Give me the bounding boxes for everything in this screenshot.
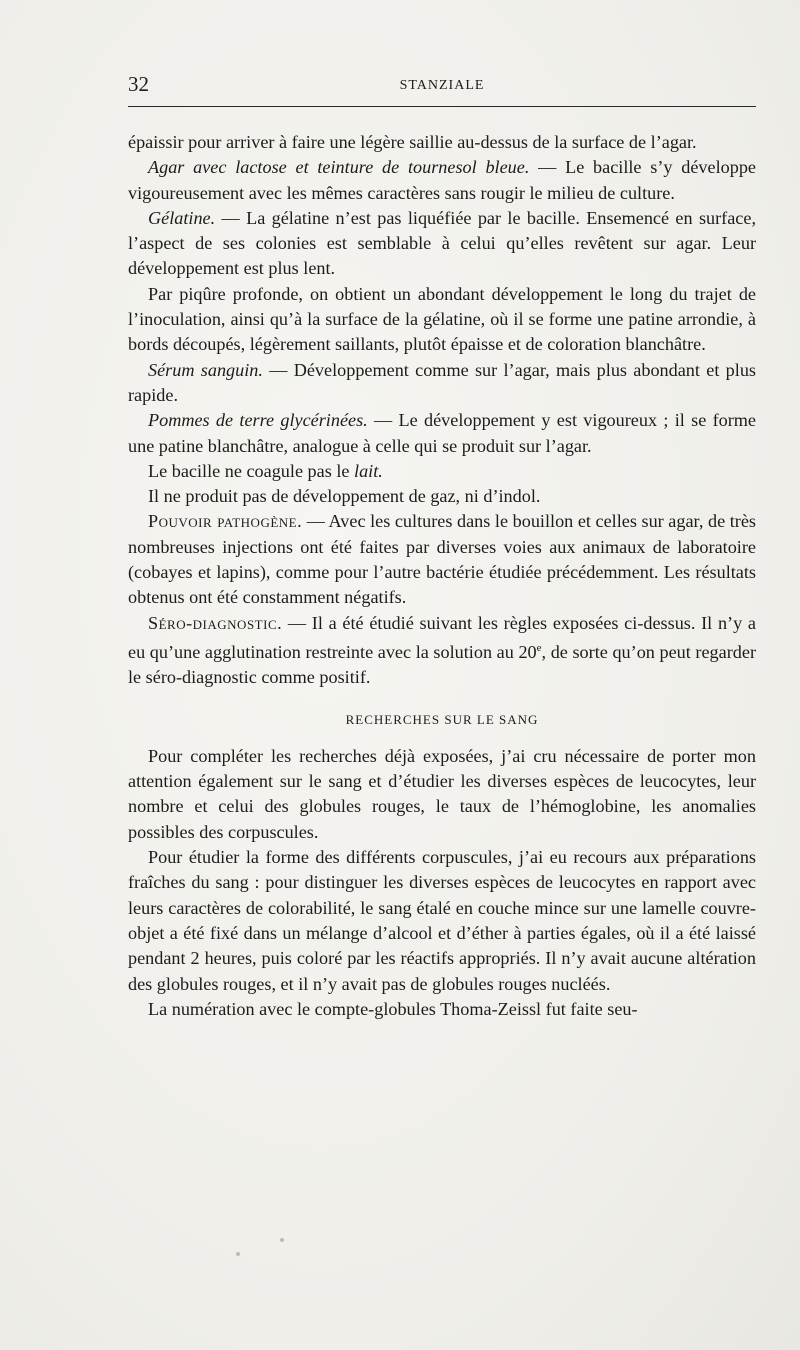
paragraph-serum (128, 358, 756, 409)
superscript: e (536, 641, 542, 654)
paragraph-italic: lait. (354, 460, 383, 481)
body-text (128, 130, 756, 1022)
paragraph-title: Sérum sanguin. (148, 359, 263, 380)
paragraph-piqure: Par piqûre profonde, on obtient un abondant développement le long du trajet de l’inoculation, ainsi qu’à la surface de la gélatine, où il se forme une patine arrondie, à bords découpés, légèrement saillants, plutôt épaisse et de coloration blanchâtre. (128, 283, 756, 355)
paragraph-text: — Développement comme sur l’agar, mais plus abondant et plus rapide. (128, 359, 756, 405)
section-heading: RECHERCHES SUR LE SANG (345, 711, 539, 727)
paragraph-text: — Il a été étudié suivant les règles exposées ci-dessus. Il n’y a eu qu’une agglutination restreinte avec la solution au 20 (128, 612, 756, 662)
paper-speck (236, 1252, 240, 1256)
paragraph-title: Séro-diagnostic. (148, 612, 283, 633)
paragraph-recherches: Pour compléter les recherches déjà exposées, j’ai cru nécessaire de porter mon attention également sur le sang et d’étudier les diverses espèces de leucocytes, leur nombre et celui des globules rouges, le taux de l’hémoglobine, les anomalies possibles des corpuscules. (128, 745, 756, 842)
paragraph-continuation: épaissir pour arriver à faire une légère saillie au-dessus de la surface de l’agar. (128, 132, 697, 152)
paragraph-title: Pommes de terre glycérinées. (148, 410, 368, 431)
paragraph-numeration: La numération avec le compte-globules Thoma-Zeissl fut faite seu- (148, 998, 638, 1019)
page-number: 32 (128, 72, 149, 96)
paper-speck (280, 1238, 284, 1242)
paragraph-title: Pouvoir pathogène. (148, 511, 303, 532)
paragraph-text: — Le développement y est vigoureux ; il se forme une patine blanchâtre, analogue à celle qui se produit sur l’agar. (128, 410, 756, 456)
header-rule (128, 106, 756, 107)
paragraph-agar-lactose (128, 155, 756, 206)
paragraph-corpuscules: Pour étudier la forme des différents corpuscules, j’ai eu recours aux préparations fraîches du sang : pour distinguer les diverses espèces de leucocytes en rapport avec leurs caractères de colorabilité, le sang étalé en couche mince sur une lamelle couvre-objet a été fixé dans un mélange d’alcool et d’éther à parties égales, où il a été laissé pendant 2 heures, puis coloré par les réactifs appropriés. Il n’y avait aucune altération des globules rouges, et il n’y avait pas de globules rouges nucléés. (128, 847, 756, 994)
paragraph-text: Le bacille ne coagule pas le (148, 460, 355, 481)
running-head (128, 72, 756, 98)
paragraph-pommes-de-terre (128, 408, 756, 459)
paragraph-sero-diagnostic (128, 611, 756, 691)
paragraph-text: — Avec les cultures dans le bouillon et celles sur agar, de très nombreuses injections ont été faites par diverses voies aux animaux de laboratoire (cobayes et lapins), comme pour l’autre bactérie étudiée précédemment. Les résultats obtenus ont été constamment négatifs. (128, 511, 756, 608)
paragraph-gaz: Il ne produit pas de développement de gaz, ni d’indol. (148, 486, 541, 507)
paragraph-title: Agar avec lactose et teinture de tournesol bleue. (148, 157, 530, 178)
paragraph-lait (128, 459, 756, 484)
paragraph-pouvoir-pathogene (128, 509, 756, 610)
paragraph-text: — La gélatine n’est pas liquéfiée par le bacille. Ensemencé en surface, l’aspect de ses colonies est semblable à celui qu’elles revêtent sur agar. Leur développement est plus lent. (128, 207, 756, 279)
paragraph-text: — Le bacille s’y développe vigoureusement avec les mêmes caractères sans rougir le milieu de culture. (128, 157, 756, 203)
paragraph-title: Gélatine. (148, 207, 216, 228)
paragraph-gelatine (128, 206, 756, 282)
running-title: STANZIALE (399, 78, 485, 93)
paragraph-text: , de sorte qu’on peut regarder le séro-diagnostic comme positif. (128, 642, 756, 688)
